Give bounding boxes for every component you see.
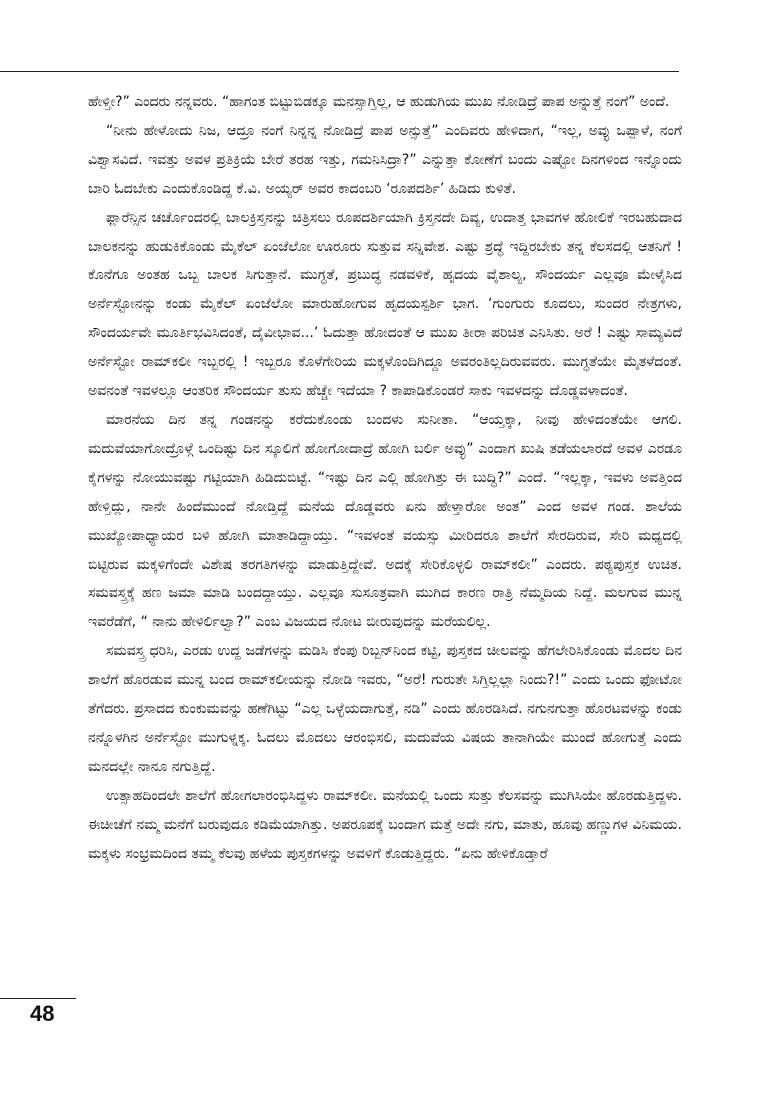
footer-rule bbox=[0, 998, 76, 999]
paragraph: ಸಮವಸ್ತ್ರ ಧರಿಸಿ, ಎರಡು ಉದ್ದ ಜಡೆಗಳನ್ನು ಮಡಿಸಿ ಕೆಂಪು ರಿಬ್ಬನ್‌ನಿಂದ ಕಟ್ಟಿ, ಪುಸ್ತಕದ ಚೀಲವನ್ನು ಹೆಗಲೇರಿಸಿಕೊಂಡು ಮೊದಲ ದಿನ ಶಾಲೆಗೆ ಹೊರಡುವ ಮುನ್ನ ಬಂದ ರಾಮ್‌ಕಲೀಯನ್ನು ನೋಡಿ ಇವರು, “ಅರೆ! ಗುರುತೇ ಸಿಗ್ತಿಲ್ಲಲ್ಲಾ ನಿಂದು?!” ಎಂದು ಒಂದು ಫೋಟೋ ತೆಗೆದರು. ಪ್ರಸಾದದ ಕುಂಕುಮವನ್ನು ಹಣೆಗಿಟ್ಟು “ಎಲ್ಲ ಒಳ್ಳೆಯದಾಗುತ್ತೆ, ನಡಿ” ಎಂದು ಹೊರಡಿಸಿದೆ. ನಗುನಗುತ್ತಾ ಹೊರಟವಳನ್ನು ಕಂಡು ನನ್ನೊಳಗಿನ ಅರ್ನೆಸ್ಟೋ ಮುಗುಳ್ನಕ್ಕ. ಓದಲು ಮೊದಲು ಆರಂಭಿಸಲಿ, ಮದುವೆಯ ವಿಷಯ ತಾನಾಗಿಯೇ ಮುಂದೆ ಹೋಗುತ್ತೆ ಎಂದು ಮನದಲ್ಲೇ ನಾನೂ ನಗುತ್ತಿದ್ದೆ. bbox=[88, 643, 682, 775]
paragraph: ಮಾರನೆಯ ದಿನ ತನ್ನ ಗಂಡನನ್ನು ಕರೆದುಕೊಂಡು ಬಂದಳು ಸುನೀತಾ. “ಆಯ್ತಕ್ಕಾ, ನೀವು ಹೇಳಿದಂತೆಯೇ ಆಗಲಿ. ಮದುವೆಯಾಗೋದ್ರೊಳ್ಗೆ ಒಂದಿಷ್ಟು ದಿನ ಸ್ಕೂಲಿಗೆ ಹೋಗೋದಾದ್ರೆ ಹೋಗಿ ಬರ್ಲಿ ಅವ್ಳು” ಎಂದಾಗ ಖುಷಿ ತಡೆಯಲಾರದೆ ಅವಳ ಎರಡೂ ಕೈಗಳನ್ನು ನೋಯುವಷ್ಟು ಗಟ್ಟಿಯಾಗಿ ಹಿಡಿದುಬಿಟ್ಟೆ. “ಇಷ್ಟು ದಿನ ಎಲ್ಲಿ ಹೋಗಿತ್ತು ಈ ಬುದ್ಧಿ?” ಎಂದೆ. “ಇಲ್ಲಕ್ಕಾ, ಇವಳು ಅವತ್ತಿಂದ ಹೇಳ್ತಿದ್ಲು, ನಾನೇ ಹಿಂದೆಮುಂದೆ ನೋಡ್ತಿದ್ದೆ ಮನೆಯ ದೊಡ್ಡವರು ಏನು ಹೇಳ್ತಾರೋ ಅಂತ” ಎಂದ ಅವಳ ಗಂಡ. ಶಾಲೆಯ ಮುಖ್ಯೋಪಾಧ್ಯಾಯರ ಬಳಿ ಹೋಗಿ ಮಾತಾಡಿದ್ದಾಯ್ತು. “ಇವಳಂತೆ ವಯಸ್ಸು ಮೀರಿದರೂ ಶಾಲೆಗೆ ಸೇರದಿರುವ, ಸೇರಿ ಮಧ್ಯದಲ್ಲಿ ಬಿಟ್ಟಿರುವ ಮಕ್ಕಳಿಗೆಂದೇ ವಿಶೇಷ ತರಗತಿಗಳನ್ನು ಮಾಡುತ್ತಿದ್ದೇವೆ. ಅದಕ್ಕೆ ಸೇರಿಕೊಳ್ಳಲಿ ರಾಮ್‌ಕಲೀ” ಎಂದರು. ಪಠ್ಯಪುಸ್ತಕ ಉಚಿತ. ಸಮವಸ್ತ್ರಕ್ಕೆ ಹಣ ಜಮಾ ಮಾಡಿ ಬಂದದ್ದಾಯ್ತು. ಎಲ್ಲವೂ ಸುಸೂತ್ರವಾಗಿ ಮುಗಿದ ಕಾರಣ ರಾತ್ರಿ ನೆಮ್ಮದಿಯ ನಿದ್ದೆ. ಮಲಗುವ ಮುನ್ನ ಇವರೆಡೆಗೆ, “ ನಾನು ಹೇಳಿರ್ಲಿಲ್ವಾ?” ಎಂಬ ವಿಜಯದ ನೋಟ ಬೀರುವುದನ್ನು ಮರೆಯಲಿಲ್ಲ. bbox=[88, 411, 682, 631]
paragraph: “ನೀನು ಹೇಳೋದು ನಿಜ, ಆದ್ರೂ ನಂಗೆ ನಿನ್ನನ್ನ ನೋಡಿದ್ರೆ ಪಾಪ ಅನ್ಸುತ್ತೆ” ಎಂದಿವರು ಹೇಳಿದಾಗ, “ಇಲ್ಲ, ಅವ್ಳು ಒಪ್ಪಾಳೆ, ನಂಗೆ ವಿಶ್ವಾಸವಿದೆ. ಇವತ್ತು ಅವಳ ಪ್ರತಿಕ್ರಿಯೆ ಬೇರೆ ತರಹ ಇತ್ತು, ಗಮನಿಸಿದ್ರಾ?” ಎನ್ನುತ್ತಾ ಕೋಣೆಗೆ ಬಂದು ಎಷ್ಟೋ ದಿನಗಳಿಂದ ಇನ್ನೊಂದು ಬಾರಿ ಓದಬೇಕು ಎಂದುಕೊಂಡಿದ್ದ ಕೆ.ವಿ. ಅಯ್ಯರ್ ಅವರ ಕಾದಂಬರಿ ‘ರೂಪದರ್ಶಿ’ ಹಿಡಿದು ಕುಳಿತೆ. bbox=[88, 122, 682, 197]
body-text bbox=[88, 88, 682, 868]
header-rule bbox=[0, 71, 679, 72]
paragraph: ಹೇಳ್ತೀ?” ಎಂದರು ನನ್ನವರು. “ಹಾಗಂತ ಬಿಟ್ಟುಬಿಡಕ್ಕೂ ಮನಸ್ಸಾಗ್ತಿಲ್ಲ, ಆ ಹುಡುಗಿಯ ಮುಖ ನೋಡಿದ್ರೆ ಪಾಪ ಅನ್ನುತ್ತೆ ನಂಗೆ” ಅಂದೆ. bbox=[88, 94, 670, 110]
page-number: 48 bbox=[30, 1001, 55, 1026]
paragraph: ಉತ್ಸಾಹದಿಂದಲೇ ಶಾಲೆಗೆ ಹೋಗಲಾರಂಭಿಸಿದ್ದಳು ರಾಮ್‌ಕಲೀ. ಮನೆಯಲ್ಲಿ ಒಂದು ಸುತ್ತು ಕೆಲಸವನ್ನು ಮುಗಿಸಿಯೇ ಹೊರಡುತ್ತಿದ್ದಳು. ಈಚೀಚೆಗೆ ನಮ್ಮ ಮನೆಗೆ ಬರುವುದೂ ಕಡಿಮೆಯಾಗಿತ್ತು. ಅಪರೂಪಕ್ಕೆ ಬಂದಾಗ ಮತ್ತೆ ಅದೇ ನಗು, ಮಾತು, ಹೂವು ಹಣ್ಣುಗಳ ವಿನಿಮಯ. ಮಕ್ಕಳು ಸಂಭ್ರಮದಿಂದ ತಮ್ಮ ಕೆಲವು ಹಳೆಯ ಪುಸ್ತಕಗಳನ್ನು ಅವಳಿಗೆ ಕೊಡುತ್ತಿದ್ದರು. “ಏನು ಹೇಳಿಕೊಡ್ತಾರೆ bbox=[88, 787, 682, 862]
paragraph: ಫ್ಲಾರೆನ್ಸಿನ ಚರ್ಚೊಂದರಲ್ಲಿ ಬಾಲಕ್ರಿಸ್ತನನ್ನು ಚಿತ್ರಿಸಲು ರೂಪದರ್ಶಿಯಾಗಿ ಕ್ರಿಸ್ತನದೇ ದಿವ್ಯ, ಉದಾತ್ತ ಭಾವಗಳ ಹೋಲಿಕೆ ಇರಬಹುದಾದ ಬಾಲಕನನ್ನು ಹುಡುಕಿಕೊಂಡು ಮೈಕೆಲ್ ಏಂಜೆಲೋ ಊರೂರು ಸುತ್ತುವ ಸನ್ನಿವೇಶ. ಎಷ್ಟು ಶ್ರದ್ಧೆ ಇದ್ದಿರಬೇಕು ತನ್ನ ಕೆಲಸದಲ್ಲಿ ಆತನಿಗೆ ! ಕೊನೆಗೂ ಅಂತಹ ಒಬ್ಬ ಬಾಲಕ ಸಿಗುತ್ತಾನೆ. ಮುಗ್ಧತೆ, ಪ್ರಬುದ್ಧ ನಡವಳಿಕೆ, ಹೃದಯ ವೈಶಾಲ್ಯ, ಸೌಂದರ್ಯ ಎಲ್ಲವೂ ಮೇಳೈಸಿದ ಅರ್ನೆಸ್ಟೋನನ್ನು ಕಂಡು ಮೈಕೆಲ್ ಏಂಜೆಲೋ ಮಾರುಹೋಗುವ ಹೃದಯಸ್ಪರ್ಶಿ ಭಾಗ. ‘ಗುಂಗುರು ಕೂದಲು, ಸುಂದರ ನೇತ್ರಗಳು, ಸೌಂದರ್ಯವೇ ಮೂರ್ತಿಭವಿಸಿದಂತೆ, ದೈವೀಭಾವ...’ ಓದುತ್ತಾ ಹೋದಂತೆ ಆ ಮುಖ ತೀರಾ ಪರಿಚಿತ ಎನಿಸಿತು. ಅರೆ ! ಎಷ್ಟು ಸಾಮ್ಯವಿದೆ ಅರ್ನೆಸ್ಟೋ ರಾಮ್‌ಕಲೀ ಇಬ್ಬರಲ್ಲಿ ! ಇಬ್ಬರೂ ಕೊಳೆಗೇರಿಯ ಮಕ್ಕಳೊಂದಿಗಿದ್ದೂ ಅವರಂತಿಲ್ಲದಿರುವವರು. ಮುಗ್ಧತೆಯೇ ಮೈತಳೆದಂತೆ. ಅವನಂತೆ ಇವಳಲ್ಲೂ ಆಂತರಿಕ ಸೌಂದರ್ಯ ತುಸು ಹೆಚ್ಚೇ ಇದೆಯಾ ? ಕಾಪಾಡಿಕೊಂಡರೆ ಸಾಕು ಇವಳದನ್ನು ದೊಡ್ಡವಳಾದಂತೆ. bbox=[88, 209, 682, 400]
